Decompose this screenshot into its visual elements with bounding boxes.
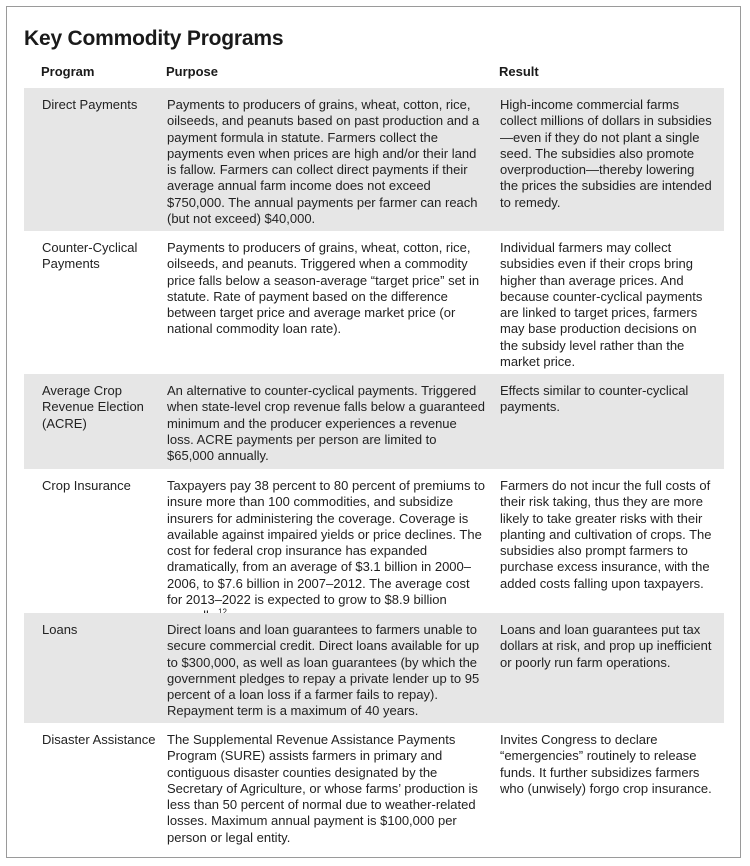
result-text: Loans and loan guarantees put tax dollars at risk, and prop up inefficient or poorly run farm operations.: [500, 622, 712, 670]
result-text: High-income commercial farms collect millions of dollars in subsidies—even if they do not plant a single seed. The subsidies also promote overproduction—thereby lowering the prices the subsidies are intended to remedy.: [500, 97, 712, 210]
table-row-counter-cyclical: [24, 231, 724, 374]
purpose-body: Taxpayers pay 38 percent to 80 percent of premiums to insure more than 100 commodities, and subsidize insurers for administering the coverage. Coverage is available against impaired yields or price declines. The cost for federal crop insurance has expanded dramatically, from an average of $3.1 billion in 2000–2006, to $7.6 billion in 2007–2012. The average cost for 2013–2022 is expected to grow to $8.9 billion: [167, 478, 485, 608]
purpose-text: An alternative to counter-cyclical payments. Triggered when state-level crop revenue falls below a guaranteed minimum and the producer experiences a revenue loss. ACRE payments per person are limited to $65,000 annually.: [167, 383, 485, 464]
header-purpose: Purpose: [166, 64, 219, 79]
result-text: Farmers do not incur the full costs of their risk taking, thus they are more likely to take greater risks with their planting and cultivation of crops. The subsidies also prompt farmers to purchase excess insurance, with the added costs falling upon taxpayers.: [500, 478, 712, 591]
table-row-acre: [24, 374, 724, 469]
result-text: Individual farmers may collect subsidies even if their crops bring higher than average prices. And because counter-cyclical payments are linked to target prices, farmers may base production decisions on the subsidy level rather than the market price.: [500, 240, 703, 370]
table-frame: [6, 6, 741, 858]
table-row-disaster-assistance: [24, 723, 724, 851]
purpose-text: Payments to producers of grains, wheat, cotton, rice, oilseeds, and peanuts based on past production and a payment formula in statute. Farmers collect the payments even when prices are high and/or their land is fallow. Farmers can collect direct payments if their average annual farm income does not exceed $750,000. The annual payments per farmer can reach (but not exceed) $40,000.: [167, 97, 480, 227]
result-text: Invites Congress to declare “emergencies” routinely to release funds. It further subsidizes farmers who (unwisely) forgo crop insurance.: [500, 732, 712, 796]
table-title: Key Commodity Programs: [24, 27, 284, 50]
result-text: Effects similar to counter-cyclical payments.: [500, 383, 689, 415]
table-row-crop-insurance: [24, 469, 724, 613]
header-program: Program: [41, 64, 95, 79]
program-name: Loans: [42, 622, 78, 637]
program-name: Average Crop Revenue Election (ACRE): [42, 383, 144, 431]
purpose-text: Direct loans and loan guarantees to farmers unable to secure commercial credit. Direct loans available for up to $300,000, as well as loan guarantees (by which the government pledges to repay a private lender up to 95 percent of a loan loss if a farmer fails to repay). Repayment term is a maximum of 40 years.: [167, 622, 480, 719]
table-row-direct-payments: [24, 88, 724, 231]
program-name: Direct Payments: [42, 97, 138, 112]
table-row-loans: [24, 613, 724, 723]
purpose-text: Payments to producers of grains, wheat, cotton, rice, oilseeds, and peanuts. Triggered when a commodity price falls below a season-average “target price” set in statute. Rate of payment based on the difference between target price and average market price (or national commodity loan rate).: [167, 240, 480, 337]
purpose-text: The Supplemental Revenue Assistance Payments Program (SURE) assists farmers in primary and contiguous disaster counties designated by the Secretary of Agriculture, or whose farms’ production is less than 50 percent of normal due to weather-related losses. Maximum annual payment is $100,000 per person or legal entity.: [167, 732, 478, 845]
program-name: Crop Insurance: [42, 478, 131, 493]
header-result: Result: [499, 64, 539, 79]
program-name: Counter-Cyclical Payments: [42, 240, 138, 272]
program-name: Disaster Assistance: [42, 732, 156, 747]
purpose-text: [167, 478, 485, 625]
